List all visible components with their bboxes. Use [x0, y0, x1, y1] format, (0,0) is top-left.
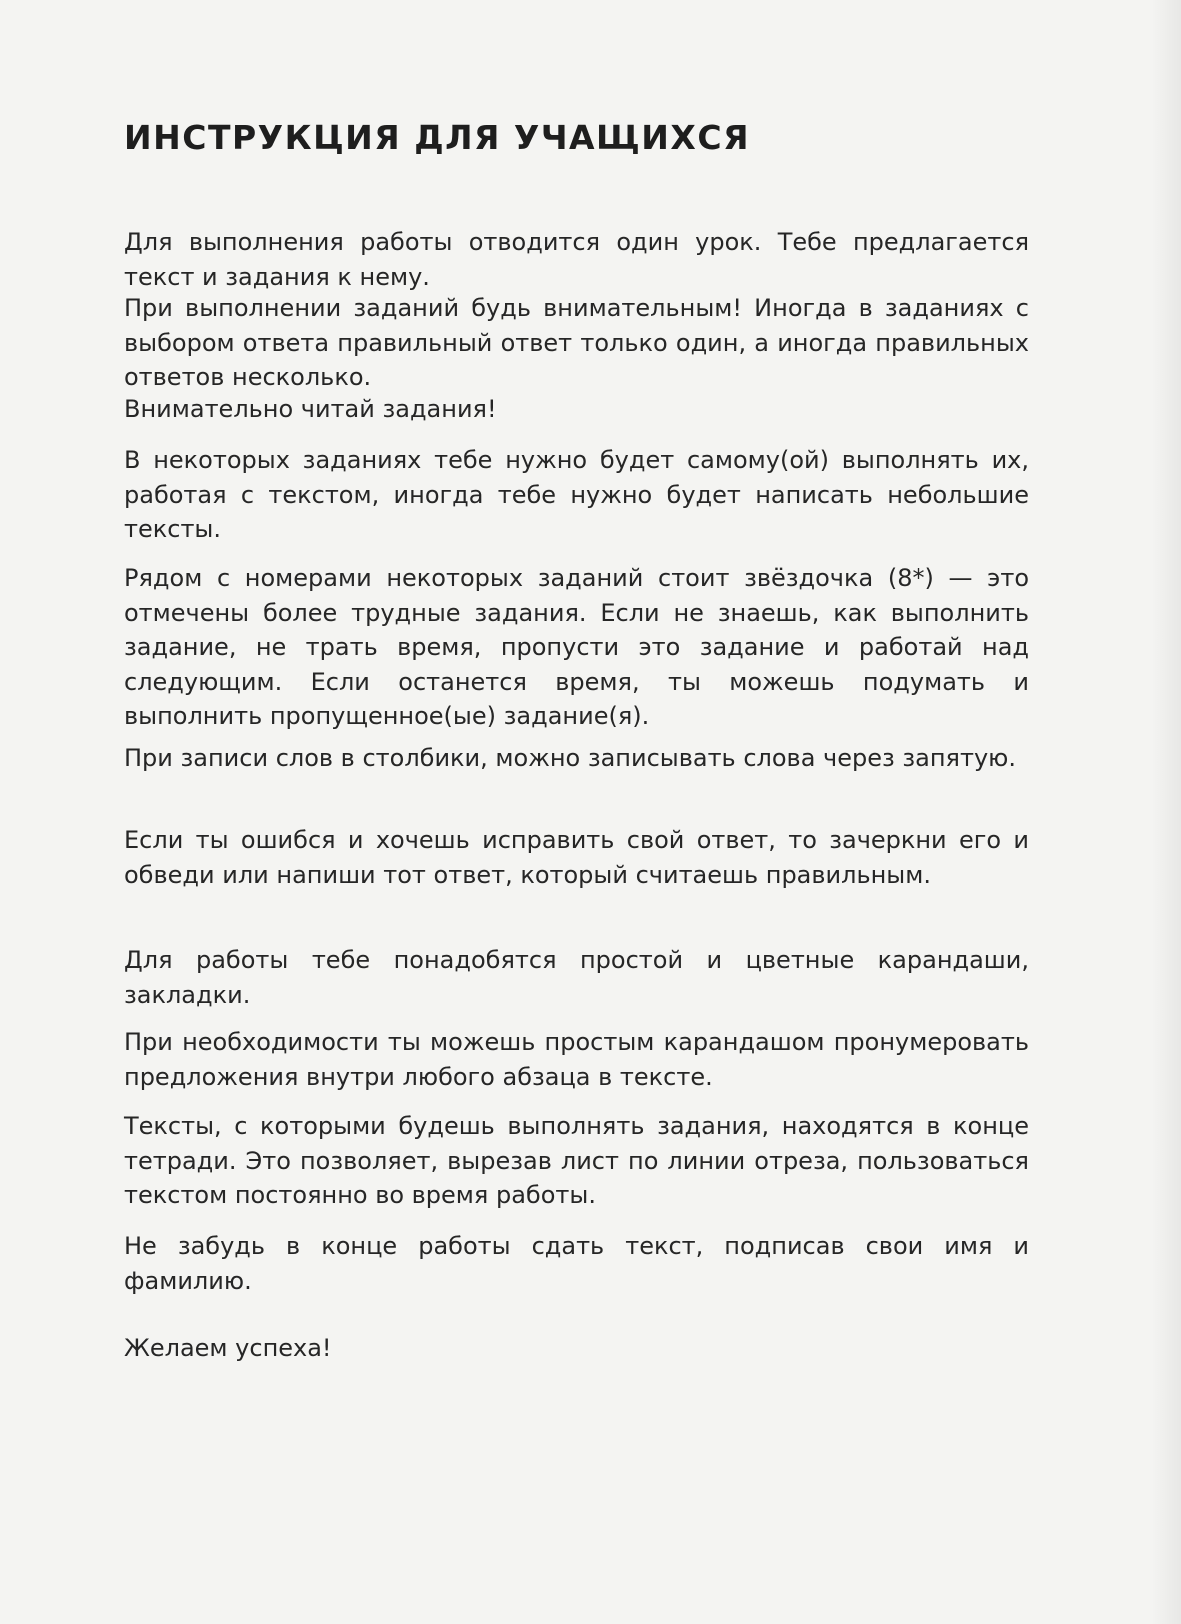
paragraph-submit: Не забудь в конце работы сдать текст, подписав свои имя и фамилию.	[124, 1232, 1029, 1295]
paragraph-difficult-tasks: Рядом с номерами некоторых заданий стоит звёздочка (8*) — это отмечены более трудные задания. Если не знаешь, как выполнить задание, не трать время, пропусти это задание и работай над следующим. Если останется время, ты можешь подумать и выполнить пропущенное(ые) задание(я).	[124, 564, 1029, 730]
page-edge-shadow	[1151, 0, 1181, 1624]
paragraph-work-with-text: В некоторых заданиях тебе нужно будет самому(ой) выполнять их, работая с текстом, иногда тебе нужно будет написать небольшие тексты.	[124, 446, 1029, 543]
paragraph-corrections: Если ты ошибся и хочешь исправить свой ответ, то зачеркни его и обведи или напиши тот ответ, который считаешь правильным.	[124, 826, 1029, 889]
paragraph-numbering: При необходимости ты можешь простым карандашом пронумеровать предложения внутри любого абзаца в тексте.	[124, 1028, 1029, 1091]
page-title: ИНСТРУКЦИЯ ДЛЯ УЧАЩИХСЯ	[124, 118, 750, 157]
paragraph-columns: При записи слов в столбики, можно записывать слова через запятую.	[124, 744, 1016, 772]
paragraph-be-attentive: При выполнении заданий будь внимательным! Иногда в заданиях с выбором ответа правильный ответ только один, а иногда правильных ответов несколько.	[124, 294, 1029, 391]
paragraph-lesson-time: Для выполнения работы отводится один урок. Тебе предлагается текст и задания к нему.	[124, 228, 1029, 291]
paragraph-texts-location: Тексты, с которыми будешь выполнять задания, находятся в конце тетради. Это позволяет, вырезав лист по линии отреза, пользоваться текстом постоянно во время работы.	[124, 1112, 1029, 1209]
paragraph-pencils: Для работы тебе понадобятся простой и цветные карандаши, закладки.	[124, 946, 1029, 1009]
paragraph-good-luck: Желаем успеха!	[124, 1334, 332, 1362]
paragraph-read-carefully: Внимательно читай задания!	[124, 395, 497, 423]
